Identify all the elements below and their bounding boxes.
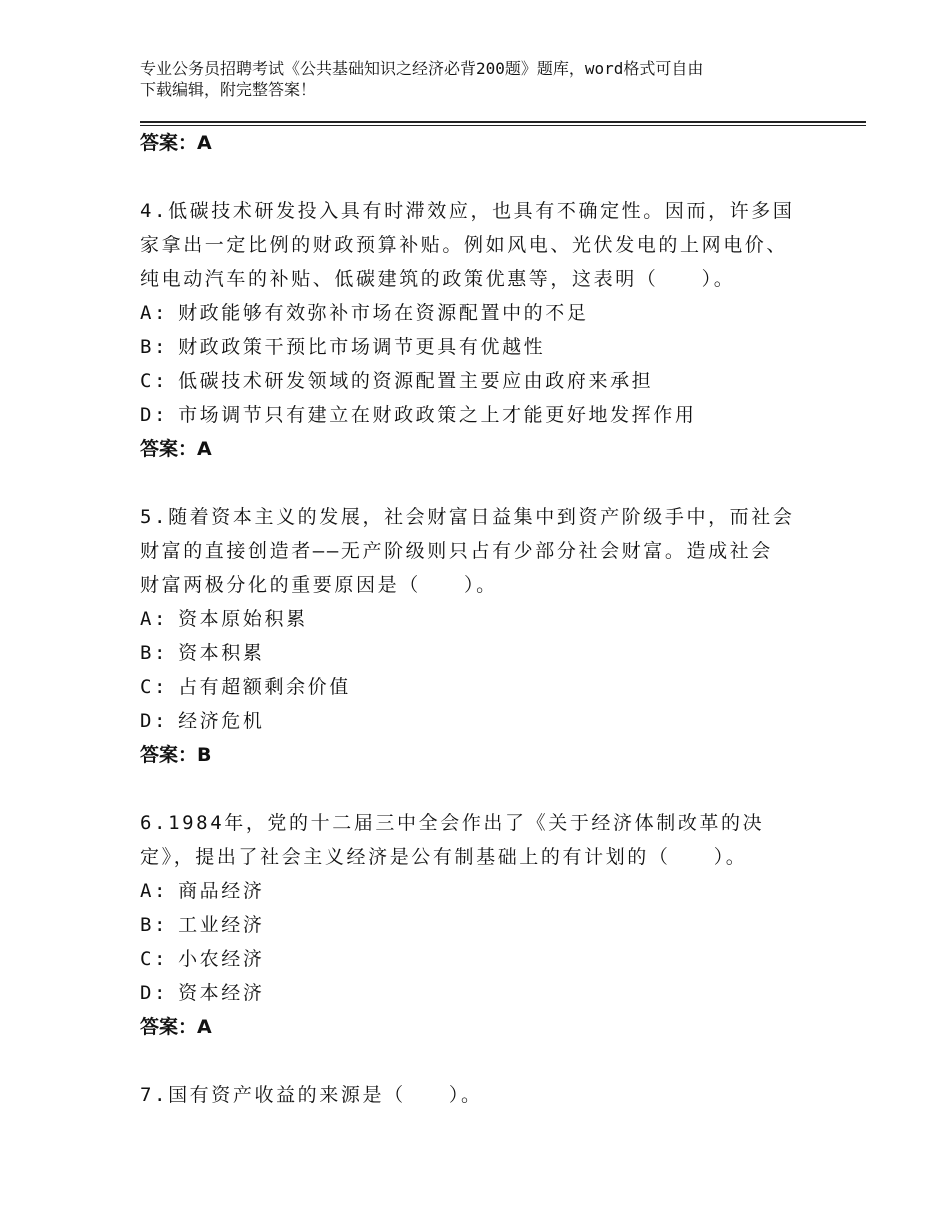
option-key: A: xyxy=(140,880,169,902)
spacer xyxy=(140,466,820,500)
option-a xyxy=(140,874,820,908)
page-header xyxy=(140,58,800,100)
answer-line: 答案：A xyxy=(140,132,212,154)
option-text: 工业经济 xyxy=(178,914,265,936)
option-key: A: xyxy=(140,608,169,630)
option-b xyxy=(140,636,820,670)
option-c xyxy=(140,364,820,398)
option-text: 商品经济 xyxy=(178,880,265,902)
question-line: 5.随着资本主义的发展，社会财富日益集中到资产阶级手中，而社会 xyxy=(140,506,795,528)
question-line: 6.1984年，党的十二届三中全会作出了《关于经济体制改革的决 xyxy=(140,812,765,834)
option-d xyxy=(140,398,820,432)
question-block xyxy=(140,500,820,772)
answer-line: 答案：A xyxy=(140,1016,212,1038)
question-line: 财富两极分化的重要原因是（ ）。 xyxy=(140,574,498,596)
header-rule-thick xyxy=(140,121,866,123)
option-text: 市场调节只有建立在财政政策之上才能更好地发挥作用 xyxy=(178,404,697,426)
question-line: 4.低碳技术研发投入具有时滞效应，也具有不确定性。因而，许多国 xyxy=(140,200,795,222)
option-text: 资本原始积累 xyxy=(178,608,308,630)
option-key: D: xyxy=(140,404,169,426)
option-key: D: xyxy=(140,710,169,732)
option-d xyxy=(140,704,820,738)
header-line-1: 专业公务员招聘考试《公共基础知识之经济必背200题》题库，word格式可自由 xyxy=(140,59,704,78)
option-b xyxy=(140,908,820,942)
question-line: 财富的直接创造者——无产阶级则只占有少部分社会财富。造成社会 xyxy=(140,540,773,562)
option-text: 资本积累 xyxy=(178,642,265,664)
option-text: 小农经济 xyxy=(178,948,265,970)
question-block xyxy=(140,194,820,466)
question-block xyxy=(140,806,820,1044)
option-text: 资本经济 xyxy=(178,982,265,1004)
option-key: C: xyxy=(140,948,169,970)
option-key: D: xyxy=(140,982,169,1004)
option-text: 占有超额剩余价值 xyxy=(178,676,351,698)
option-text: 财政能够有效弥补市场在资源配置中的不足 xyxy=(178,302,589,324)
question-text xyxy=(140,1078,820,1112)
spacer xyxy=(140,160,820,194)
spacer xyxy=(140,772,820,806)
option-d xyxy=(140,976,820,1010)
option-key: C: xyxy=(140,370,169,392)
option-a xyxy=(140,602,820,636)
question-text xyxy=(140,806,820,874)
option-c xyxy=(140,942,820,976)
question-line: 家拿出一定比例的财政预算补贴。例如风电、光伏发电的上网电价、 xyxy=(140,234,789,256)
option-c xyxy=(140,670,820,704)
question-block xyxy=(140,1078,820,1112)
spacer xyxy=(140,1044,820,1078)
option-key: B: xyxy=(140,642,169,664)
option-text: 低碳技术研发领域的资源配置主要应由政府来承担 xyxy=(178,370,654,392)
option-key: C: xyxy=(140,676,169,698)
question-list xyxy=(140,126,820,1112)
header-line-2: 下载编辑，附完整答案！ xyxy=(140,80,317,99)
option-b xyxy=(140,330,820,364)
question-line: 纯电动汽车的补贴、低碳建筑的政策优惠等，这表明（ ）。 xyxy=(140,268,736,290)
option-text: 经济危机 xyxy=(178,710,265,732)
question-line: 定》，提出了社会主义经济是公有制基础上的有计划的（ ）。 xyxy=(140,846,748,868)
option-a xyxy=(140,296,820,330)
question-text xyxy=(140,500,820,602)
question-text xyxy=(140,194,820,296)
option-key: B: xyxy=(140,336,169,358)
answer-line: 答案：B xyxy=(140,744,212,766)
question-line: 7.国有资产收益的来源是（ ）。 xyxy=(140,1084,483,1106)
option-key: A: xyxy=(140,302,169,324)
answer-line: 答案：A xyxy=(140,438,212,460)
option-key: B: xyxy=(140,914,169,936)
option-text: 财政政策干预比市场调节更具有优越性 xyxy=(178,336,546,358)
